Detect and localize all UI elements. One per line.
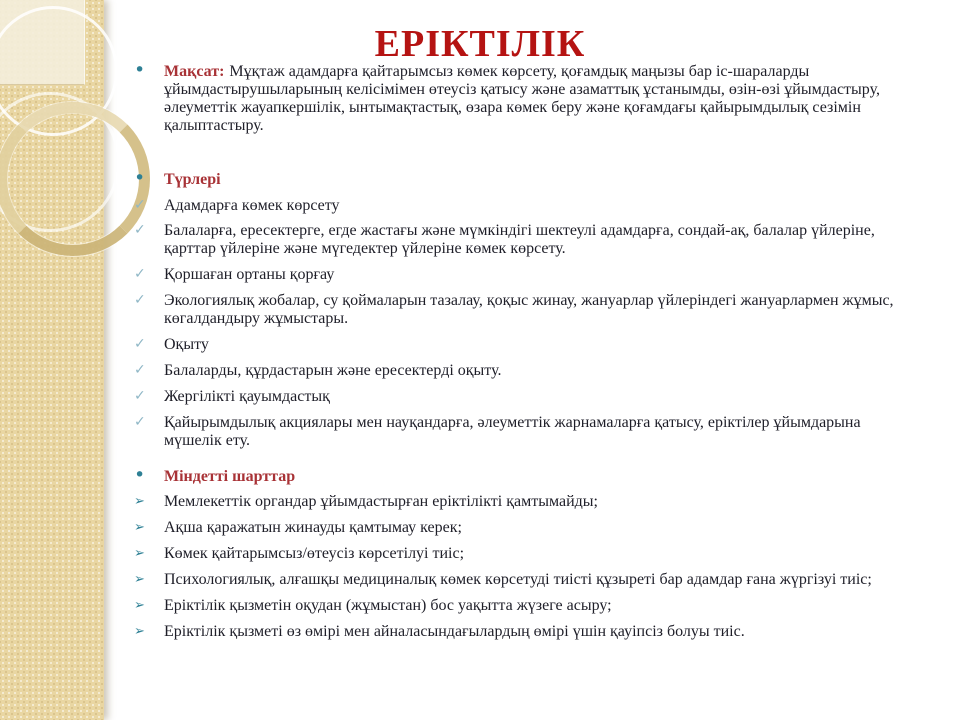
list-item (134, 493, 912, 511)
list-item-text: Адамдарға көмек көрсету (164, 196, 340, 214)
check-icon: ✓ (134, 387, 146, 404)
list-item (134, 414, 912, 450)
check-icon: ✓ (134, 266, 146, 283)
arrow-icon: ➢ (134, 494, 145, 510)
slide-list (134, 59, 912, 649)
slide-title: ЕРІКТІЛІК (374, 23, 586, 65)
spacer (134, 143, 912, 171)
list-item-text: Психологиялық, алғашқы медициналық көмек көрсетуді тиісті құзыреті бар адамдар ғана жүргізуі тиіс; (164, 571, 872, 589)
check-icon: ✓ (134, 292, 146, 309)
list-item (134, 463, 912, 486)
list-item-text: Қайырымдылық акциялары мен науқандарға, әлеуметтік жарнамаларға қатысу, еріктілер ұйымдарына мүшелік ету. (164, 413, 861, 449)
bullet-icon: • (134, 463, 146, 486)
list-item-text: Еріктілік қызметін оқудан (жұмыстан) бос уақытта жүзеге асыру; (164, 597, 612, 615)
list-item-lead: Түрлері (164, 170, 221, 188)
check-icon: ✓ (134, 196, 146, 213)
arrow-icon: ➢ (134, 572, 145, 588)
list-item (134, 197, 912, 215)
list-item-lead: Міндетті шарттар (164, 467, 296, 485)
arrow-icon: ➢ (134, 546, 145, 562)
list-item (134, 59, 912, 135)
list-item-text: Экологиялық жобалар, су қоймаларын тазалау, қоқыс жинау, жануарлар үйлеріндегі жануарлармен жұмыс, көгалдандыру жұмыстары. (164, 292, 894, 328)
list-item (134, 545, 912, 563)
list-item-text: Мемлекеттік органдар ұйымдастырған еріктілікті қамтымайды; (164, 493, 598, 511)
list-item-text: Қоршаған ортаны қорғау (164, 266, 335, 284)
list-item-text: Балаларды, құрдастарын және ересектерді оқыту. (164, 361, 502, 379)
check-icon: ✓ (134, 413, 146, 430)
list-item-text: Мақсат: Мұқтаж адамдарға қайтарымсыз көмек көрсету, қоғамдық маңызы бар іс-шараларды ұйымдастырушыларының келісімімен өтеусіз қатысу және азаматтық ұстанымды, өзін-өзі ұйымдастыру, әлеуметтік жауапкершілік, ынтымақтастық, өзара көмек беру және қоғамдағы қайырымдылық сезімін қалыптастыру. (164, 63, 880, 134)
list-item (134, 388, 912, 406)
list-item-text: Ақша қаражатын жинауды қамтымау керек; (164, 519, 462, 537)
sidebar-decoration (0, 0, 104, 720)
bullet-icon: • (134, 166, 146, 189)
list-item-text (164, 171, 226, 189)
arrow-icon: ➢ (134, 623, 145, 639)
list-item (134, 519, 912, 537)
check-icon: ✓ (134, 361, 146, 378)
list-item (134, 336, 912, 354)
arrow-icon: ➢ (134, 520, 145, 536)
check-icon: ✓ (134, 335, 146, 352)
list-item-text (164, 468, 300, 486)
list-item-text: Балаларға, ересектерге, егде жастағы және мүмкіндігі шектеулі адамдарға, сондай-ақ, балалар үйлеріне, қарттар үйлеріне және мүгедектер үйлеріне көмек көрсету. (164, 222, 875, 258)
list-item-text: Көмек қайтарымсыз/өтеусіз көрсетілуі тиіс; (164, 545, 465, 563)
list-item (134, 166, 912, 189)
list-item (134, 292, 912, 328)
list-item (134, 571, 912, 589)
list-item (134, 222, 912, 258)
bullet-icon: • (134, 59, 146, 81)
check-icon: ✓ (134, 222, 146, 239)
circle-ornament-bottom (0, 102, 150, 256)
spacer (134, 458, 912, 468)
list-item-text: Оқыту (164, 335, 209, 353)
list-item (134, 623, 912, 641)
arrow-icon: ➢ (134, 598, 145, 614)
list-item-text: Еріктілік қызметі өз өмірі мен айналасындағылардың өмірі үшін қауіпсіз болуы тиіс. (164, 622, 745, 640)
list-item (134, 266, 912, 284)
list-item-text: Жергілікті қауымдастық (164, 387, 330, 405)
list-item (134, 362, 912, 380)
list-item (134, 597, 912, 615)
list-item-lead: Мақсат: (164, 63, 225, 80)
